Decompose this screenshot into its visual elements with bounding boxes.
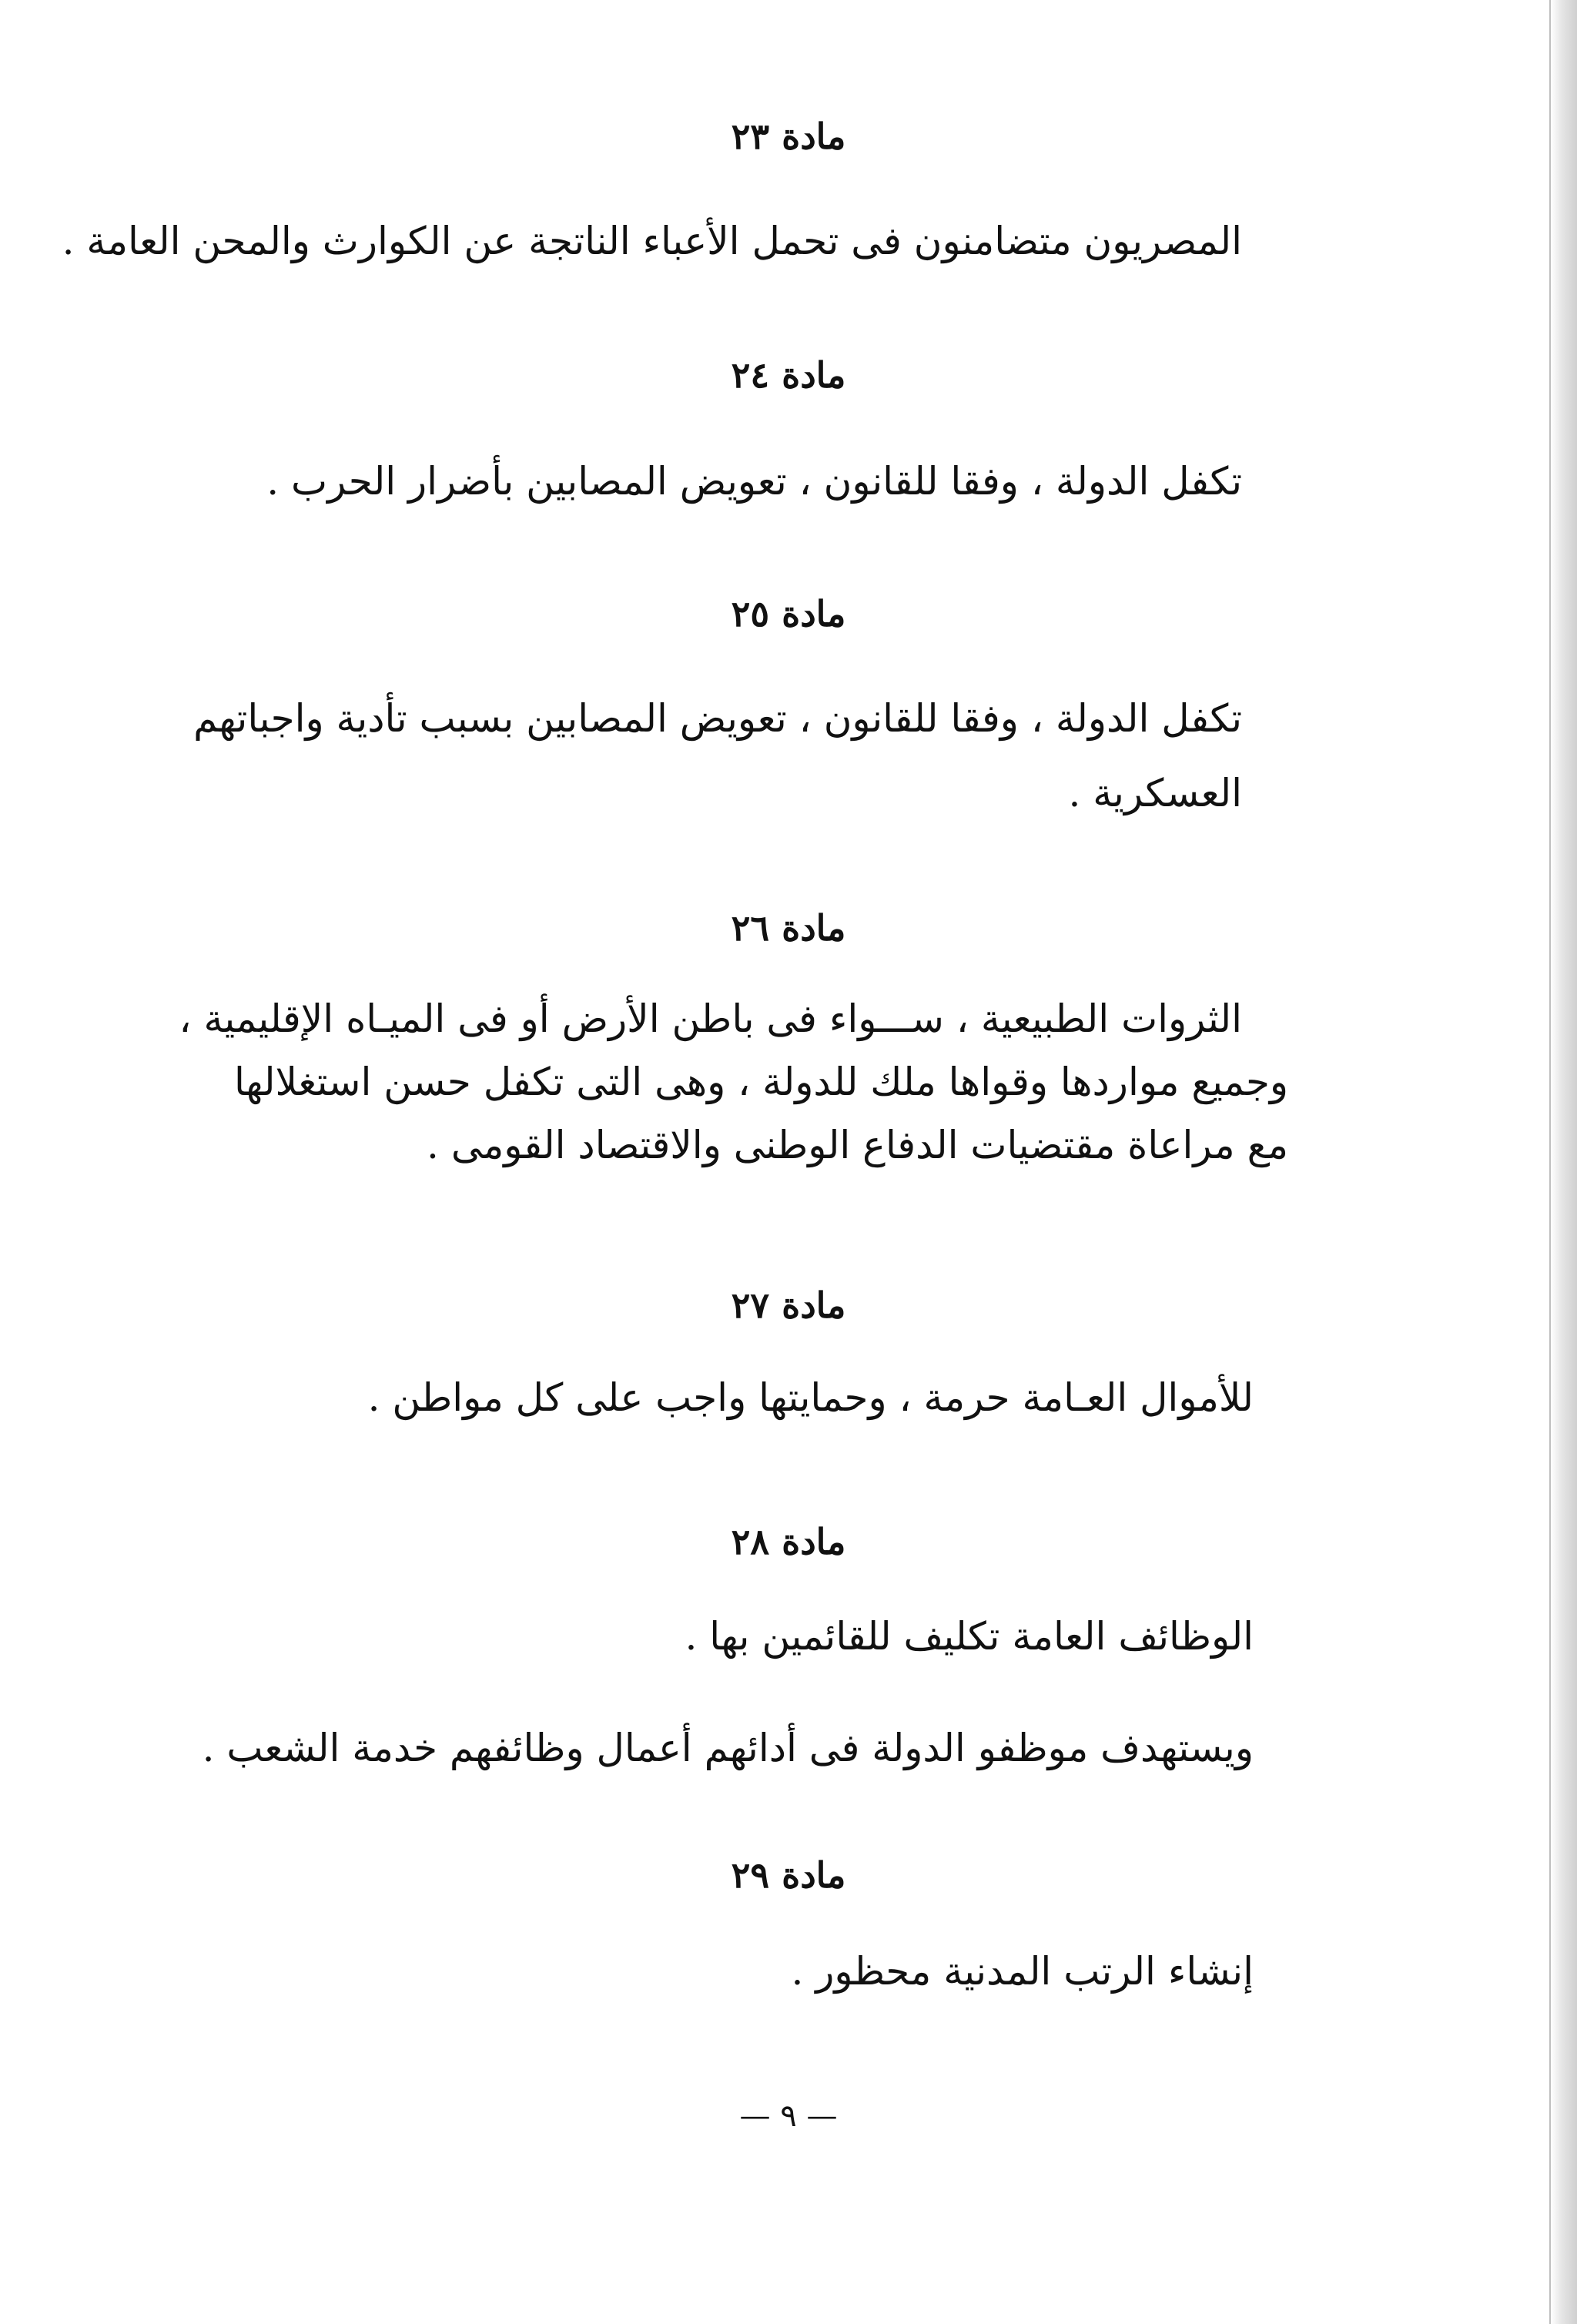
article-heading: مادة ٢٩	[731, 1854, 846, 1896]
article-text: مع مراعاة مقتضيات الدفاع الوطنى والاقتصاد القومى .	[427, 1123, 1288, 1167]
article-heading: مادة ٢٧	[731, 1284, 846, 1326]
page-number: — ٩ —	[739, 2098, 838, 2134]
page-edge-shadow	[1551, 0, 1577, 2324]
article-text: تكفل الدولة ، وفقا للقانون ، تعويض المصابين بأضرار الحرب .	[266, 459, 1242, 504]
article-text: ويستهدف موظفو الدولة فى أدائهم أعمال وظائفهم خدمة الشعب .	[202, 1726, 1254, 1770]
article-text: وجميع مواردها وقواها ملك للدولة ، وهى التى تكفل حسن استغلالها	[234, 1060, 1288, 1104]
article-text: الوظائف العامة تكليف للقائمين بها .	[685, 1614, 1254, 1659]
article-text: تكفل الدولة ، وفقا للقانون ، تعويض المصابين بسبب تأدية واجباتهم	[193, 696, 1242, 741]
article-heading: مادة ٢٣	[731, 116, 846, 157]
article-text: المصريون متضامنون فى تحمل الأعباء الناتجة عن الكوارث والمحن العامة .	[62, 219, 1242, 263]
article-heading: مادة ٢٨	[731, 1521, 846, 1562]
article-heading: مادة ٢٦	[731, 907, 846, 949]
article-text: الثروات الطبيعية ، ســـواء فى باطن الأرض أو فى الميـاه الإقليمية ،	[179, 996, 1242, 1041]
article-heading: مادة ٢٤	[731, 354, 846, 396]
article-heading: مادة ٢٥	[731, 593, 846, 635]
article-text: للأموال العـامة حرمة ، وحمايتها واجب على كل مواطن .	[367, 1375, 1254, 1420]
article-text: العسكرية .	[1068, 771, 1242, 815]
article-text: إنشاء الرتب المدنية محظور .	[791, 1949, 1254, 1994]
